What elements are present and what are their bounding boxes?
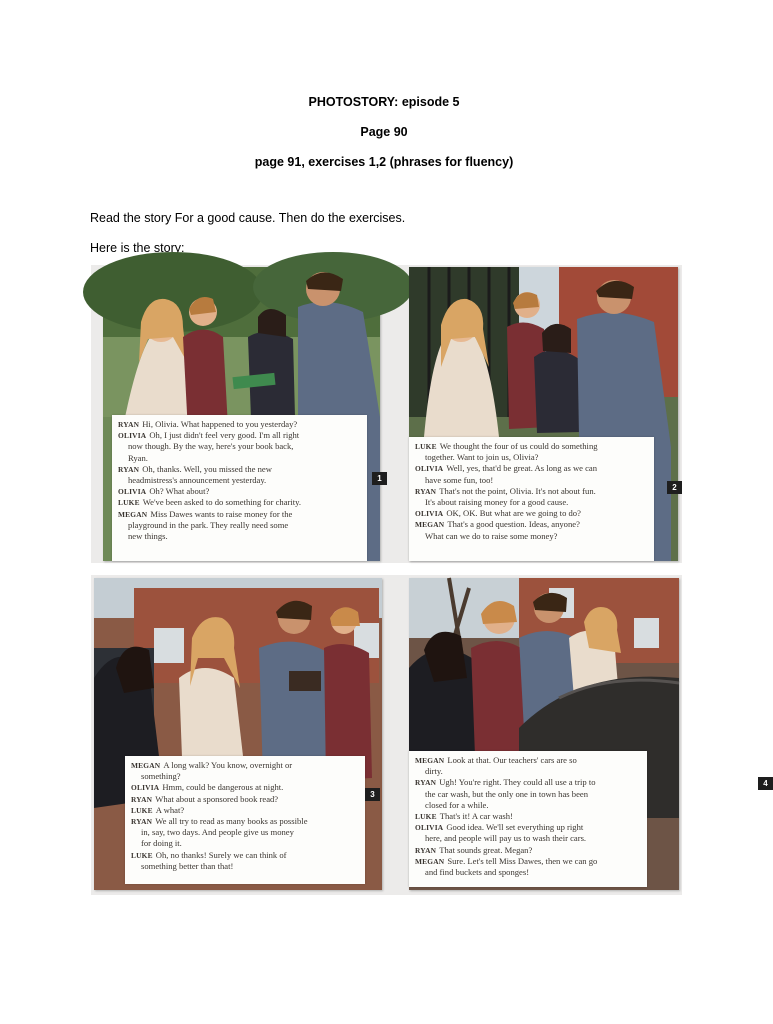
speaker-name: RYAN [131,817,153,827]
dialogue-line [415,508,648,519]
dialogue-text: together. Want to join us, Olivia? [425,452,539,463]
speaker-name: LUKE [415,812,437,822]
dialogue-line [131,861,359,872]
photostory-panel-3 [94,578,382,890]
dialogue-text: have some fun, too! [425,474,494,485]
dialogue-text: That's a good question. Ideas, anyone? [447,519,580,530]
dialogue-text: something better than that! [141,860,234,871]
dialogue-line [415,486,648,497]
dialogue-text: Well, yes, that'd be great. As long as we can [446,463,598,474]
dialogue-text: Oh? What about? [149,486,210,497]
dialogue-line [118,475,361,486]
photostory-spread-top [91,265,682,563]
speaker-name: MEGAN [415,856,445,866]
dialogue-text: for doing it. [141,838,182,849]
panel-3-caption [125,756,365,884]
speaker-name: LUKE [131,805,153,815]
speaker-name: RYAN [415,778,437,788]
dialogue-text: now though. By the way, here's your book back, [128,441,294,452]
photostory-spread-bottom [91,575,768,895]
dialogue-text: We all try to read as many books as possible [155,816,308,827]
dialogue-line [415,833,641,844]
dialogue-text: new things. [128,531,168,542]
dialogue-line [415,856,641,867]
dialogue-text: We thought the four of us could do something [439,441,598,451]
speaker-name: MEGAN [415,756,445,765]
panel-1-number-badge: 1 [372,472,387,485]
dialogue-text: and find buckets and sponges! [425,867,530,878]
dialogue-text: A long walk? You know, overnight or [163,760,293,770]
dialogue-text: Sure. Let's tell Miss Dawes, then we can go [447,855,598,866]
dialogue-line [118,453,361,464]
speaker-name: OLIVIA [118,487,147,497]
dialogue-line [415,441,648,452]
panel-3-number-badge: 3 [365,788,380,801]
dialogue-line [131,760,359,771]
dialogue-line [131,838,359,849]
dialogue-text: That's it! A car wash! [439,811,513,822]
speaker-name: OLIVIA [415,464,444,474]
dialogue-line [415,452,648,463]
dialogue-line [415,789,641,800]
photostory-panel-2 [409,267,678,561]
speaker-name: OLIVIA [118,431,147,441]
speaker-name: MEGAN [118,509,148,519]
speaker-name: RYAN [415,486,437,496]
dialogue-text: Ugh! You're right. They could all use a trip to [439,777,596,788]
dialogue-line [415,800,641,811]
dialogue-text: That's not the point, Olivia. It's not about fun. [439,485,596,496]
dialogue-line [118,509,361,520]
panel-2-number-badge: 2 [667,481,682,494]
dialogue-text: Oh, no thanks! Surely we can think of [155,849,287,860]
speaker-name: LUKE [118,498,140,508]
dialogue-text: A what? [155,804,185,815]
dialogue-text: OK, OK. But what are we going to do? [446,508,581,519]
dialogue-text: dirty. [425,766,443,777]
dialogue-line [415,867,641,878]
dialogue-text: Oh, thanks. Well, you missed the new [142,463,272,474]
panel-1-caption [112,415,367,561]
panel-4-number-badge: 4 [758,777,773,790]
dialogue-line [118,486,361,497]
dialogue-line [118,441,361,452]
dialogue-line [131,771,359,782]
photostory-panel-1 [103,267,380,561]
story-lead-text: Here is the story: [90,241,185,255]
dialogue-line [415,845,641,856]
dialogue-line [131,805,359,816]
dialogue-text: Look at that. Our teachers' cars are so [447,755,577,765]
dialogue-text: Good idea. We'll set everything up right [446,822,584,833]
dialogue-line [118,520,361,531]
dialogue-line [118,531,361,542]
dialogue-text: What can we do to raise some money? [425,530,558,541]
exercise-reference: page 91, exercises 1,2 (phrases for fluency) [254,155,514,169]
dialogue-line [131,850,359,861]
panel-2-caption [409,437,654,561]
speaker-name: RYAN [118,420,140,429]
panel-4-caption [409,751,647,887]
instruction-text: Read the story For a good cause. Then do the exercises. [90,211,406,225]
page-number: Page 90 [360,125,408,139]
dialogue-text: Hi, Olivia. What happened to you yesterday? [142,419,298,429]
dialogue-line [118,430,361,441]
dialogue-line [131,827,359,838]
dialogue-text: here, and people will pay us to wash their cars. [425,833,587,844]
dialogue-text: in, say, two days. And people give us money [141,827,294,838]
dialogue-line [415,519,648,530]
speaker-name: OLIVIA [131,783,160,793]
page-title: PHOTOSTORY: episode 5 [308,95,460,109]
dialogue-text: Hmm, could be dangerous at night. [162,782,284,793]
dialogue-line [118,497,361,508]
dialogue-text: It's about raising money for a good cause. [425,497,569,508]
dialogue-text: Ryan. [128,452,148,463]
dialogue-line [415,822,641,833]
speaker-name: OLIVIA [415,509,444,519]
dialogue-line [415,811,641,822]
dialogue-line [415,463,648,474]
dialogue-line [118,464,361,475]
speaker-name: RYAN [415,845,437,855]
dialogue-line [415,755,641,766]
dialogue-line [131,816,359,827]
dialogue-line [131,794,359,805]
dialogue-line [415,777,641,788]
dialogue-line [415,766,641,777]
dialogue-text: something? [141,771,181,782]
dialogue-text: the car wash, but the only one in town has been [425,788,589,799]
dialogue-text: We've been asked to do something for charity. [142,497,302,508]
speaker-name: RYAN [118,464,140,474]
dialogue-text: headmistress's announcement yesterday. [128,475,267,486]
speaker-name: OLIVIA [415,823,444,833]
speaker-name: MEGAN [131,761,161,770]
dialogue-line [131,782,359,793]
speaker-name: LUKE [415,442,437,451]
dialogue-text: That sounds great. Megan? [439,844,533,855]
dialogue-text: Miss Dawes wants to raise money for the [150,508,293,519]
photostory-panel-4 [409,578,679,890]
dialogue-line [415,497,648,508]
dialogue-line [118,419,361,430]
dialogue-line [415,531,648,542]
dialogue-text: What about a sponsored book read? [155,793,279,804]
speaker-name: RYAN [131,794,153,804]
speaker-name: LUKE [131,850,153,860]
dialogue-text: Oh, I just didn't feel very good. I'm all right [149,430,300,441]
dialogue-line [415,475,648,486]
dialogue-text: playground in the park. They really need some [128,519,289,530]
speaker-name: MEGAN [415,520,445,530]
dialogue-text: closed for a while. [425,799,489,810]
